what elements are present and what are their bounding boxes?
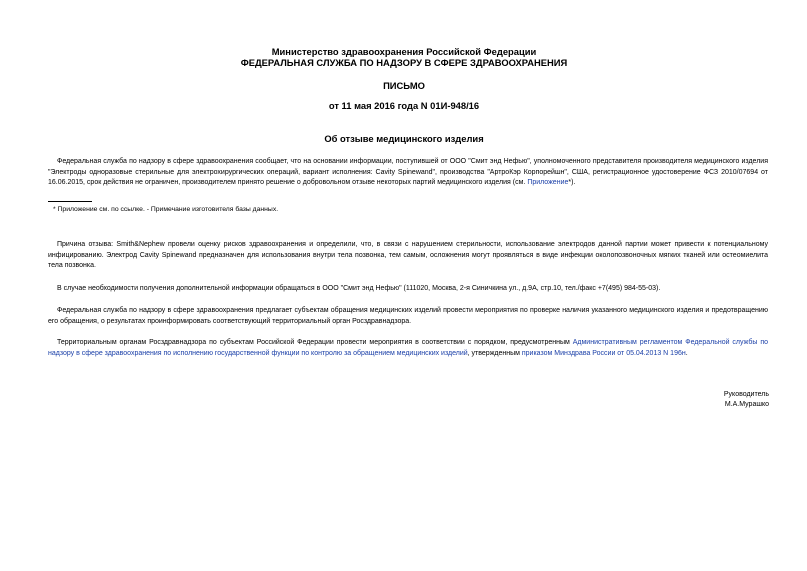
paragraph-1 xyxy=(48,157,768,189)
ministry-heading: Министерство здравоохранения Российской Федерации xyxy=(271,46,537,57)
document-date-number: от 11 мая 2016 года N 01И-948/16 xyxy=(328,100,480,111)
paragraph-1-end: *). xyxy=(568,179,576,186)
paragraph-5 xyxy=(48,338,768,359)
paragraph-4: Федеральная служба по надзору в сфере здравоохранения предлагает субъектам обращения медицинских изделий провести мероприятия по проверке наличия указанного медицинского изделия и предотвращению его обращения, о результатах проинформировать соответствующий территориальный орган Росздравнадзора. xyxy=(48,307,768,325)
regulation-link[interactable]: Административным регламентом Федеральной службы по надзору в сфере здравоохранения по исполнению государственной функции по контролю за обращением медицинских изделий xyxy=(48,339,768,357)
document-subject: Об отзыве медицинского изделия xyxy=(324,133,484,144)
signature-title: Руководитель xyxy=(723,391,769,398)
order-link[interactable]: приказом Минздрава России от 05.04.2013 N 196н xyxy=(521,349,686,357)
footnote-divider xyxy=(48,201,92,202)
footnote: * Приложение см. по ссылке. - Примечание изготовителя базы данных. xyxy=(53,206,279,213)
paragraph-5-end: . xyxy=(685,349,688,357)
signature-name: М.А.Мурашко xyxy=(724,401,769,408)
appendix-link[interactable]: Приложение xyxy=(527,179,569,186)
service-heading: ФЕДЕРАЛЬНАЯ СЛУЖБА ПО НАДЗОРУ В СФЕРЕ ЗДРАВООХРАНЕНИЯ xyxy=(240,57,568,68)
paragraph-5-mid: , утвержденным xyxy=(467,349,522,357)
paragraph-3: В случае необходимости получения дополнительной информации обращаться в ООО "Смит энд Нефью" (111020, Москва, 2-я Синичкина ул., д.9А, стр.10, тел./факс +7(495) 984-55-03). xyxy=(57,285,661,292)
paragraph-1-text: Федеральная служба по надзору в сфере здравоохранения сообщает, что на основании информации, поступившей от ООО "Смит энд Нефью", уполномоченного представителя производителя медицинского изделия "Электроды одноразовые стерильные для электрохирургических операций, вариант исполнения: Cavity Spinewand", производства "АртроКэр Корпорейшн", США, регистрационное удостоверение ФСЗ 2010/07694 от 16.06.2015, срок действия не ограничен, производителем принято решение о добровольном отзыве некоторых партий медицинского изделия (см. xyxy=(48,158,768,186)
paragraph-2: Причина отзыва: Smith&Nephew провели оценку рисков здравоохранения и определили, что, в связи с нарушением стерильности, использование электродов данной партии может привести к потенциальному инфицированию. Электрод Cavity Spinewand предназначен для использования внутри тела позвонка, тем самым, осложнения могут проявляться в виде инфекции околопозвоночных мягких тканей или остеомиелита тела позвонка. xyxy=(48,241,768,269)
paragraph-5-start: Территориальным органам Росздравнадзора по субъектам Российской Федерации провести мероприятия в соответствии с порядком, предусмотренным xyxy=(57,339,573,346)
document-type: ПИСЬМО xyxy=(383,80,425,91)
